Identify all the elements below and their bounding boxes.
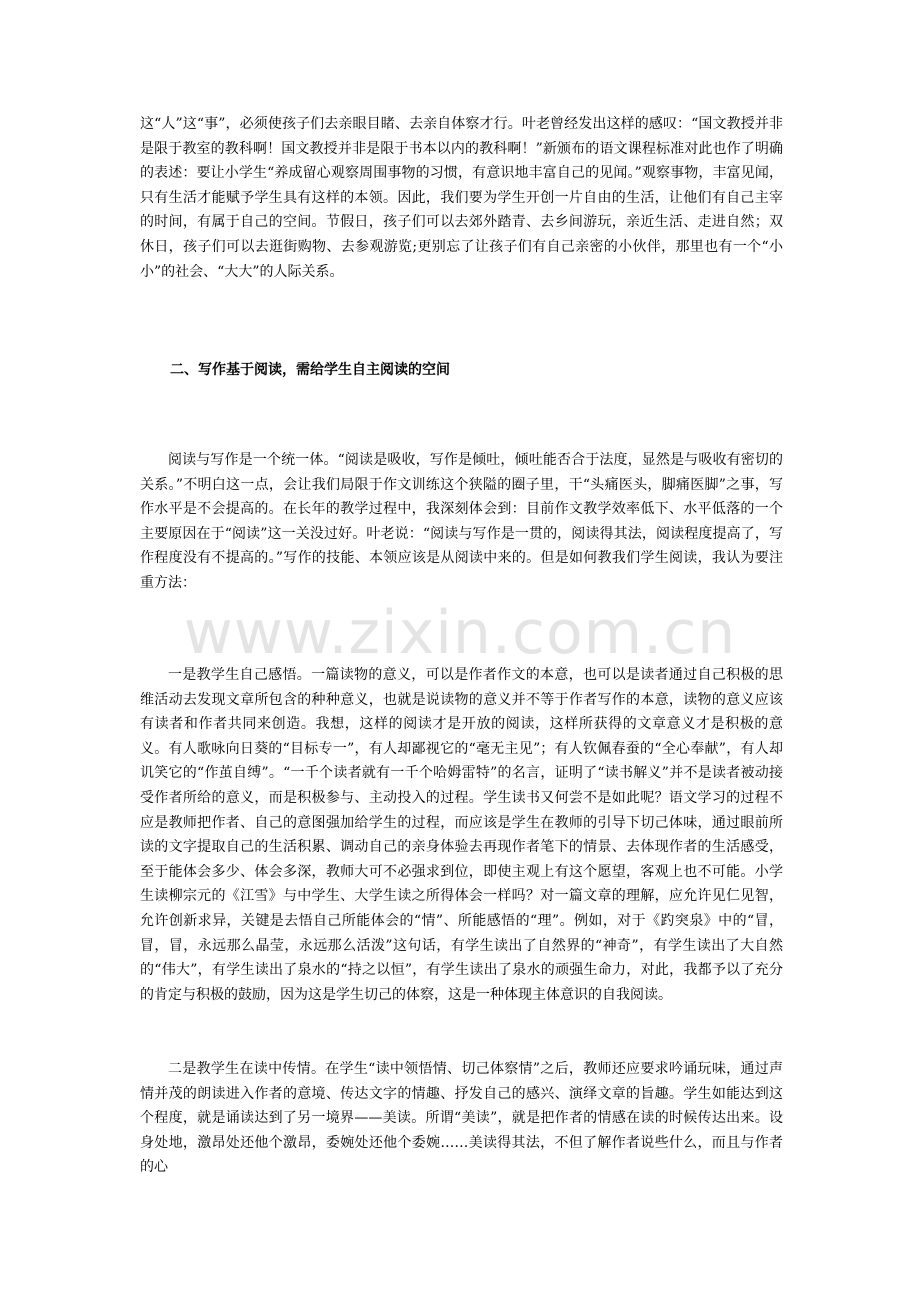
section-heading: 二、写作基于阅读，需给学生自主阅读的空间	[170, 362, 450, 378]
paragraph-reading-writing: 阅读与写作是一个统一体。“阅读是吸收，写作是倾吐，倾吐能否合于法度，显然是与吸收有密切的关系。”不明白这一点，会让我们局限于作文训练这个狭隘的圈子里，干“头痛医头，脚痛医脚”之事，写作水平是不会提高的。在长年的教学过程中，我深刻体会到：目前作文教学效率低下、水平低落的一个主要原因在于“阅读”这一关没过好。叶老说：“阅读与写作是一贯的，阅读得其法，阅读程度提高了，写作程度没有不提高的。”写作的技能、本领应该是从阅读中来的。但是如何教我们学生阅读，我认为要注重方法：	[140, 452, 783, 591]
paragraph-method-two: 二是教学生在读中传情。在学生“读中领悟情、切己体察情”之后，教师还应要求吟诵玩味，通过声情并茂的朗读进入作者的意境、传达文字的情趣、抒发自己的感兴、演绎文章的旨趣。学生如能达到这个程度，就是诵读达到了另一境界——美读。所谓“美读”，就是把作者的情感在读的时候传达出来。设身处地，激昂处还他个激昂，委婉处还他个委婉……美读得其法，不但了解作者说些什么，而且与作者的心	[140, 1061, 783, 1176]
watermark: www.zixin.com.cn	[183, 598, 737, 668]
paragraph-observation: 这“人”这“事”，必须使孩子们去亲眼目睹、去亲自体察才行。叶老曾经发出这样的感叹：“国文教授并非是限于教室的教科啊！国文教授并非是限于书本以内的教科啊！”新颁布的语文课程标准对此也作了明确的表述：要让小学生“养成留心观察周围事物的习惯，有意识地丰富自己的见闻。”观察事物，丰富见闻，只有生活才能赋予学生具有这样的本领。因此，我们要为学生开创一片自由的生活，让他们有自己主宰的时间，有属于自己的空间。节假日，孩子们可以去郊外踏青、去乡间游玩，亲近生活、走进自然；双休日，孩子们可以去逛街购物、去参观游览;更别忘了让孩子们有自己亲密的小伙伴，那里也有一个“小小”的社会、“大大”的人际关系。	[140, 116, 783, 280]
paragraph-method-one: 一是教学生自己感悟。一篇读物的意义，可以是作者作文的本意，也可以是读者通过自己积极的思维活动去发现文章所包含的种种意义，也就是说读物的意义并不等于作者写作的本意，读物的意义应该有读者和作者共同来创造。我想，这样的阅读才是开放的阅读，这样所获得的文章意义才是积极的意义。有人歌咏向日葵的“目标专一”，有人却鄙视它的“毫无主见”；有人钦佩春蚕的“全心奉献”，有人却讥笑它的“作茧自缚”。“一千个读者就有一千个哈姆雷特”的名言，证明了“读书解义”并不是读者被动接受作者所给的意义，而是积极参与、主动投入的过程。学生读书又何尝不是如此呢？语文学习的过程不应是教师把作者、自己的意图强加给学生的过程，而应该是学生在教师的引导下切己体味，通过眼前所读的文字提取自己的生活积累、调动自己的亲身体验去再现作者笔下的情景、去体现作者的生活感受，至于能体会多少、体会多深，教师大可不必强求到位，即使主观上有这个愿望，客观上也不可能。小学生读柳宗元的《江雪》与中学生、大学生读之所得体会一样吗？对一篇文章的理解，应允许见仁见智，允许创新求异，关键是去悟自己所能体会的“情”、所能感悟的“理”。例如，对于《趵突泉》中的“冒，冒，冒，永远那么晶莹，永远那么活泼”这句话，有学生读出了自然界的“神奇”，有学生读出了大自然的“伟大”，有学生读出了泉水的“持之以恒”，有学生读出了泉水的顽强生命力，对此，我都予以了充分的肯定与积极的鼓励，因为这是学生切己的体察，这是一种体现主体意识的自我阅读。	[140, 667, 783, 1003]
